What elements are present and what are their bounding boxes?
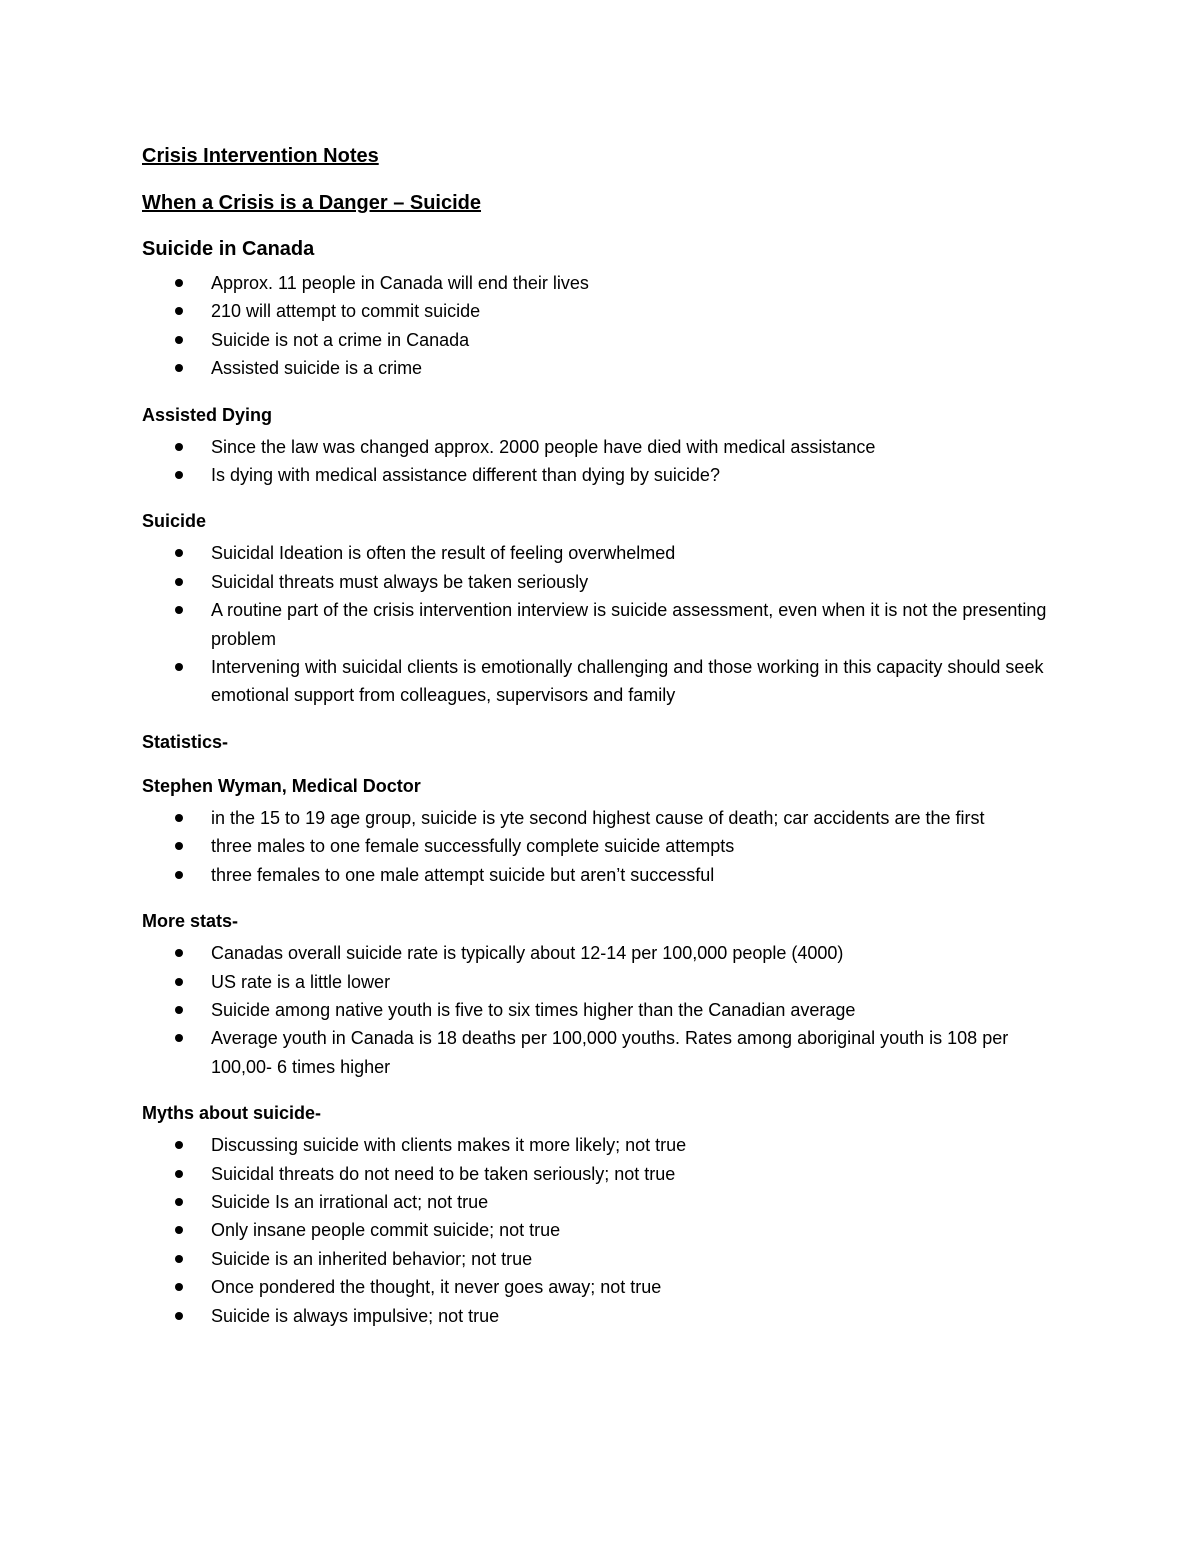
bullet-icon [175, 1312, 183, 1320]
list-item [142, 861, 1072, 889]
section-more-stats [142, 907, 1072, 1081]
bullet-list [142, 539, 1072, 709]
list-item [142, 1302, 1072, 1330]
bullet-icon [175, 1006, 183, 1014]
section-heading: Suicide [142, 511, 207, 532]
list-item [142, 568, 1072, 596]
bullet-icon [175, 443, 183, 451]
list-item-text: 210 will attempt to commit suicide [211, 301, 481, 322]
bullet-icon [175, 949, 183, 957]
bullet-icon [175, 578, 183, 586]
section-myths [142, 1099, 1072, 1330]
list-item-text: Assisted suicide is a crime [211, 358, 423, 379]
bullet-list [142, 1131, 1072, 1330]
bullet-icon [175, 1255, 183, 1263]
bullet-icon [175, 814, 183, 822]
list-item-text: Average youth in Canada is 18 deaths per 100,000 youths. Rates among aboriginal youth is 108 per 100,00- 6 times higher [211, 1028, 1009, 1077]
bullet-list [142, 804, 1072, 889]
document-body [142, 140, 1072, 1348]
list-item [142, 297, 1072, 325]
document-subtitle: When a Crisis is a Danger – Suicide [142, 192, 482, 214]
list-item-text: Suicidal Ideation is often the result of feeling overwhelmed [211, 543, 676, 564]
list-item [142, 539, 1072, 567]
list-item [142, 433, 1072, 461]
list-item [142, 461, 1072, 489]
list-item-text: Suicide is not a crime in Canada [211, 329, 470, 350]
list-item-text: Discussing suicide with clients makes it more likely; not true [211, 1135, 687, 1156]
list-item-text: Once pondered the thought, it never goes away; not true [211, 1277, 662, 1298]
list-item-text: in the 15 to 19 age group, suicide is yte second highest cause of death; car accidents are the first [211, 807, 985, 828]
bullet-icon [175, 471, 183, 479]
section-stephen-wyman [142, 772, 1072, 889]
bullet-list [142, 269, 1072, 383]
section-heading: Assisted Dying [142, 404, 273, 425]
section-heading: Suicide in Canada [142, 238, 315, 260]
list-item [142, 968, 1072, 996]
list-item [142, 596, 1072, 653]
bullet-icon [175, 307, 183, 315]
list-item [142, 653, 1072, 710]
list-item-text: three males to one female successfully complete suicide attempts [211, 836, 735, 857]
section-heading: More stats- [142, 911, 239, 932]
section-statistics [142, 728, 1072, 756]
list-item-text: Suicide is an inherited behavior; not true [211, 1248, 533, 1269]
list-item [142, 1245, 1072, 1273]
list-item-text: three females to one male attempt suicide but aren’t successful [211, 864, 715, 885]
list-item [142, 1216, 1072, 1244]
list-item-text: Suicide among native youth is five to six times higher than the Canadian average [211, 999, 856, 1020]
section-suicide [142, 507, 1072, 709]
list-item-text: Approx. 11 people in Canada will end their lives [211, 273, 589, 293]
list-item-text: Since the law was changed approx. 2000 people have died with medical assistance [211, 436, 876, 457]
list-item [142, 326, 1072, 354]
bullet-list [142, 939, 1072, 1081]
list-item [142, 996, 1072, 1024]
bullet-icon [175, 606, 183, 614]
list-item-text: Canadas overall suicide rate is typically about 12-14 per 100,000 people (4000) [211, 943, 844, 964]
bullet-icon [175, 663, 183, 671]
bullet-icon [175, 364, 183, 372]
bullet-icon [175, 871, 183, 879]
list-item-text: Intervening with suicidal clients is emotionally challenging and those working in this capacity should seek emotional support from colleagues, supervisors and family [211, 657, 1044, 706]
list-item [142, 804, 1072, 832]
section-heading: Statistics- [142, 731, 229, 752]
list-item [142, 832, 1072, 860]
section-heading: Myths about suicide- [142, 1103, 322, 1124]
list-item-text: Suicidal threats must always be taken seriously [211, 571, 589, 592]
list-item [142, 1160, 1072, 1188]
bullet-icon [175, 336, 183, 344]
list-item [142, 269, 1072, 297]
list-item-text: Suicide Is an irrational act; not true [211, 1191, 489, 1212]
section-assisted-dying [142, 401, 1072, 490]
bullet-icon [175, 978, 183, 986]
section-suicide-in-canada [142, 233, 1072, 383]
list-item [142, 1024, 1072, 1081]
document-title: Crisis Intervention Notes [142, 145, 379, 167]
bullet-icon [175, 1170, 183, 1178]
bullet-icon [175, 279, 183, 287]
list-item [142, 354, 1072, 382]
list-item-text: US rate is a little lower [211, 971, 391, 992]
bullet-icon [175, 1283, 183, 1291]
list-item [142, 1188, 1072, 1216]
bullet-icon [175, 1198, 183, 1206]
list-item-text: Only insane people commit suicide; not true [211, 1220, 561, 1241]
bullet-icon [175, 1226, 183, 1234]
list-item [142, 1131, 1072, 1159]
bullet-icon [175, 1141, 183, 1149]
list-item-text: Is dying with medical assistance different than dying by suicide? [211, 465, 720, 486]
list-item-text: Suicide is always impulsive; not true [211, 1305, 500, 1326]
list-item [142, 1273, 1072, 1301]
bullet-list [142, 433, 1072, 490]
bullet-icon [175, 1034, 183, 1042]
list-item-text: A routine part of the crisis intervention interview is suicide assessment, even when it is not the presenting problem [211, 600, 1047, 649]
section-heading: Stephen Wyman, Medical Doctor [142, 775, 421, 796]
list-item-text: Suicidal threats do not need to be taken seriously; not true [211, 1163, 676, 1184]
bullet-icon [175, 842, 183, 850]
bullet-icon [175, 549, 183, 557]
list-item [142, 939, 1072, 967]
